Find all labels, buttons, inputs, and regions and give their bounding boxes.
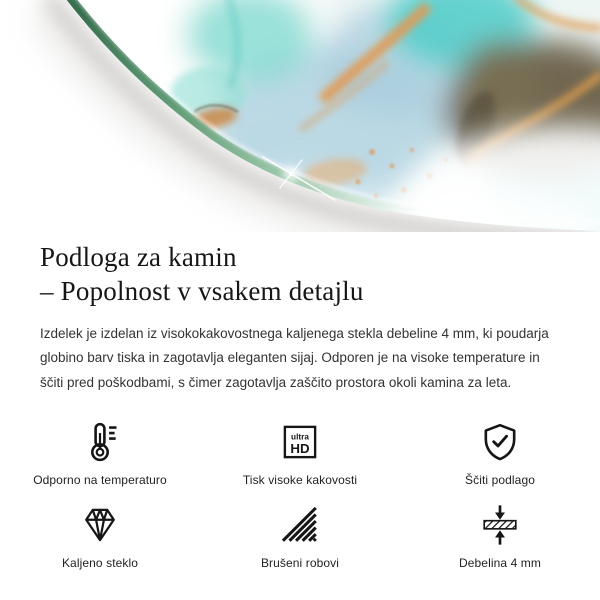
feature-thickness (400, 503, 600, 570)
thickness-icon (477, 503, 523, 547)
shield-check-icon (479, 420, 521, 464)
feature-polished-edges (200, 503, 400, 570)
feature-print-quality (200, 420, 400, 487)
glass-panel-photo (0, 0, 600, 232)
product-description: Izdelek je izdelan iz visokokakovostnega kaljenega stekla debeline 4 mm, ki poudarja globino barv tiska in zagotavlja eleganten sijaj. Odporen je na visoke temperature in ščiti pred poškodbami, s čimer zagotavlja zaščito prostora okoli kamina za leta. (40, 325, 549, 391)
thermometer-icon (78, 420, 122, 464)
feature-protection (400, 420, 600, 487)
svg-text:HD: HD (290, 441, 310, 457)
beveled-edge-icon (279, 503, 321, 547)
feature-label: Tisk visoke kakovosti (242, 473, 358, 488)
feature-temperature (0, 420, 200, 487)
product-photo-section (0, 0, 600, 232)
feature-tempered-glass (0, 503, 200, 570)
feature-label: Kaljeno steklo (61, 556, 139, 571)
svg-text:ultra: ultra (291, 432, 309, 442)
feature-label: Debelina 4 mm (458, 556, 541, 571)
page-title-line2: – Popolnost v vsakem detajlu (40, 276, 364, 307)
feature-label: Odporno na temperaturo (33, 473, 167, 488)
diamond-icon (79, 503, 121, 547)
feature-label: Ščiti podlago (464, 473, 535, 488)
page-title-line1: Podloga za kamin (40, 242, 237, 272)
page-title (40, 240, 560, 309)
ultra-hd-icon (278, 420, 322, 464)
feature-label: Brušeni robovi (260, 556, 340, 571)
feature-grid (0, 420, 600, 570)
